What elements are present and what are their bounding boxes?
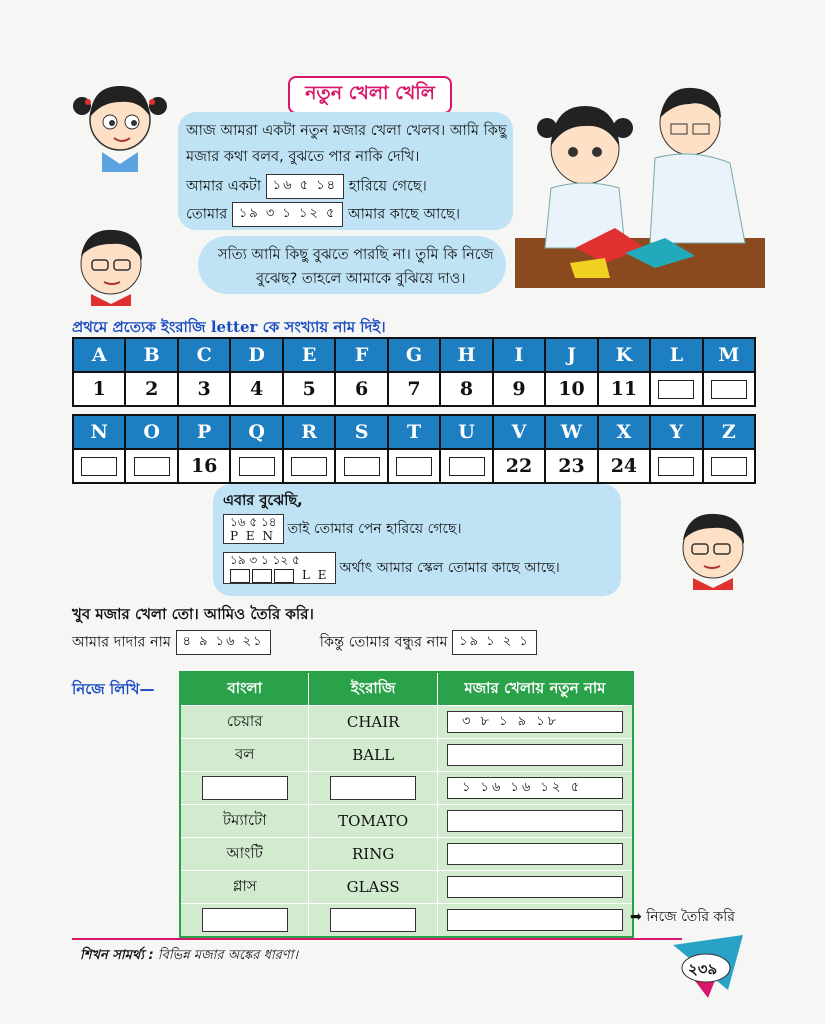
blank-cell <box>704 373 754 405</box>
blank-box[interactable] <box>134 457 170 476</box>
alphabet-grid-2 <box>72 414 756 484</box>
table-header: মজার খেলায় নতুন নাম <box>438 673 632 705</box>
blank-cell <box>231 450 283 482</box>
friend-code-box: ১৯ ১ ২ ১ <box>452 630 537 655</box>
code-box: ১৯ ৩ ১ ১২ ৫ <box>232 202 344 227</box>
blank-box[interactable] <box>658 457 694 476</box>
blank-box[interactable] <box>81 457 117 476</box>
table-cell: RING <box>309 838 437 870</box>
blank-cell <box>651 450 703 482</box>
names-line: আমার দাদার নাম ৪ ৯ ১৬ ২১ কিন্তু তোমার বন্ধুর নাম ১৯ ১ ২ ১ <box>72 630 537 656</box>
letter-cell: R <box>284 416 336 448</box>
number-cell: 11 <box>599 373 651 405</box>
blank-cell <box>704 450 754 482</box>
table-cell: TOMATO <box>309 805 437 837</box>
girl-face-illustration <box>70 72 170 172</box>
blank-box[interactable] <box>711 457 747 476</box>
table-cell: CHAIR <box>309 706 437 738</box>
footer-divider <box>72 938 682 940</box>
bubble-text: হারিয়ে গেছে। <box>348 178 427 195</box>
blank-box[interactable] <box>449 457 485 476</box>
blank-box[interactable] <box>711 380 747 399</box>
table-cell <box>438 805 632 837</box>
letter-cell: N <box>74 416 126 448</box>
table-row <box>181 805 632 838</box>
answer-box[interactable] <box>447 744 623 766</box>
table-cell <box>181 904 309 936</box>
table-row <box>181 739 632 772</box>
table-cell: GLASS <box>309 871 437 903</box>
table-row <box>181 904 632 936</box>
letter-cell: Z <box>704 416 754 448</box>
blank-box[interactable] <box>239 457 275 476</box>
answer-box[interactable]: ৩ ৮ ১ ৯ ১৮ <box>447 711 623 733</box>
bubble-text-line: মজার কথা বলব, বুঝতে পার নাকি দেখি। <box>186 149 420 165</box>
table-cell <box>438 904 632 936</box>
letter-cell: G <box>389 339 441 371</box>
answer-box[interactable] <box>447 876 623 898</box>
letter-cell: T <box>389 416 441 448</box>
letter-cell: Q <box>231 416 283 448</box>
number-cell: 3 <box>179 373 231 405</box>
letter-cell: O <box>126 416 178 448</box>
speech-bubble-explanation <box>213 484 621 596</box>
arrow-right-icon: ➡ <box>630 909 642 925</box>
number-cell: 23 <box>546 450 598 482</box>
alphabet-grid-1 <box>72 337 756 407</box>
blank-box[interactable] <box>230 569 250 583</box>
table-cell: বল <box>181 739 309 771</box>
table-cell <box>438 772 632 804</box>
blank-cell <box>74 450 126 482</box>
blank-box[interactable] <box>291 457 327 476</box>
number-cell: 5 <box>284 373 336 405</box>
letter-cell: F <box>336 339 388 371</box>
blank-cell <box>126 450 178 482</box>
table-header-row <box>181 673 632 706</box>
number-cell: 10 <box>546 373 598 405</box>
number-cell: 9 <box>494 373 546 405</box>
letter-cell: P <box>179 416 231 448</box>
blank-cell <box>284 450 336 482</box>
number-cell: 22 <box>494 450 546 482</box>
table-cell <box>438 871 632 903</box>
bubble-text-line: আজ আমরা একটা নতুন মজার খেলা খেলব। আমি কিছু <box>186 123 507 139</box>
number-cell: 7 <box>389 373 441 405</box>
letter-cell: C <box>179 339 231 371</box>
letter-cell: X <box>599 416 651 448</box>
blank-box[interactable] <box>252 569 272 583</box>
page-title: নতুন খেলা খেলি <box>288 76 452 114</box>
table-cell <box>438 838 632 870</box>
number-cell: 24 <box>599 450 651 482</box>
bubble-text: অর্থাৎ আমার স্কেল তোমার কাছে আছে। <box>339 560 560 576</box>
answer-box[interactable]: ১ ১৬ ১৬ ১২ ৫ <box>447 777 623 799</box>
footer-text: শিখন সামর্থ্য : বিভিন্ন মজার অঙ্কের ধারণা। <box>80 948 299 963</box>
table-header: বাংলা <box>181 673 309 705</box>
bubble-text: তাই তোমার পেন হারিয়ে গেছে। <box>287 521 462 537</box>
names-table <box>179 671 634 938</box>
letter-cell: I <box>494 339 546 371</box>
blank-box[interactable] <box>274 569 294 583</box>
fun-line: খুব মজার খেলা তো। আমিও তৈরি করি। <box>72 605 314 623</box>
dada-code-box: ৪ ৯ ১৬ ২১ <box>176 630 271 655</box>
table-row <box>181 772 632 805</box>
table-row <box>181 706 632 739</box>
table-cell <box>309 772 437 804</box>
table-cell: টম্যাটো <box>181 805 309 837</box>
bubble-text-line: বুঝেছ? তাহলে আমাকে বুঝিয়ে দাও। <box>256 271 466 287</box>
letter-cell: S <box>336 416 388 448</box>
letter-cell: J <box>546 339 598 371</box>
letter-cell: D <box>231 339 283 371</box>
letter-cell: U <box>441 416 493 448</box>
table-cell: আংটি <box>181 838 309 870</box>
letter-cell: H <box>441 339 493 371</box>
table-cell <box>438 739 632 771</box>
page-number: ২৩৯ <box>688 960 718 978</box>
table-cell <box>438 706 632 738</box>
instruction-text: প্রথমে প্রত্যেক ইংরাজি letter কে সংখ্যায় নাম দিই। <box>72 318 386 336</box>
letter-cell: K <box>599 339 651 371</box>
number-cell: 2 <box>126 373 178 405</box>
bubble-text-line: সত্যি আমি কিছু বুঝতে পারছি না। তুমি কি নিজে <box>218 247 494 263</box>
letter-cell: B <box>126 339 178 371</box>
table-cell <box>309 904 437 936</box>
boy-face-right-illustration <box>668 500 758 590</box>
number-cell: 6 <box>336 373 388 405</box>
number-cell: 4 <box>231 373 283 405</box>
boy-face-illustration <box>66 216 156 306</box>
blank-box[interactable] <box>396 457 432 476</box>
answer-box[interactable] <box>202 776 288 800</box>
bubble-text: আমার কাছে আছে। <box>348 206 461 223</box>
letter-cell: W <box>546 416 598 448</box>
blank-box[interactable] <box>344 457 380 476</box>
letter-cell: Y <box>651 416 703 448</box>
scale-code-box: ১৯ ৩ ১ ১২ ৫ L E <box>223 552 336 584</box>
letter-cell: E <box>284 339 336 371</box>
table-header: ইংরাজি <box>309 673 437 705</box>
blank-cell <box>441 450 493 482</box>
answer-box[interactable] <box>330 776 416 800</box>
table-cell: BALL <box>309 739 437 771</box>
number-cell: 16 <box>179 450 231 482</box>
answer-box[interactable] <box>330 908 416 932</box>
number-cell: 8 <box>441 373 493 405</box>
kids-working-illustration <box>515 78 765 288</box>
self-write-label: নিজে লিখি— <box>72 680 155 698</box>
blank-cell <box>651 373 703 405</box>
code-box: ১৬ ৫ ১৪ <box>266 174 344 199</box>
speech-bubble-girl <box>178 112 513 230</box>
letter-cell: V <box>494 416 546 448</box>
bubble-text: তোমার <box>186 206 228 223</box>
bubble-text: আমার একটা <box>186 178 262 195</box>
blank-cell <box>389 450 441 482</box>
table-cell <box>181 772 309 804</box>
pen-code-box: ১৬ ৫ ১৪ P E N <box>223 514 284 544</box>
table-cell: চেয়ার <box>181 706 309 738</box>
table-cell: গ্লাস <box>181 871 309 903</box>
answer-box[interactable] <box>447 810 623 832</box>
bubble-text-line: এবার বুঝেছি, <box>223 493 303 509</box>
self-make-note: ➡ নিজে তৈরি করি <box>630 909 735 925</box>
letter-cell: M <box>704 339 754 371</box>
letter-cell: L <box>651 339 703 371</box>
letter-cell: A <box>74 339 126 371</box>
blank-box[interactable] <box>658 380 694 399</box>
answer-box[interactable] <box>202 908 288 932</box>
number-cell: 1 <box>74 373 126 405</box>
speech-bubble-boy <box>198 236 506 294</box>
answer-box[interactable] <box>447 909 623 931</box>
answer-box[interactable] <box>447 843 623 865</box>
blank-cell <box>336 450 388 482</box>
table-row <box>181 871 632 904</box>
table-row <box>181 838 632 871</box>
